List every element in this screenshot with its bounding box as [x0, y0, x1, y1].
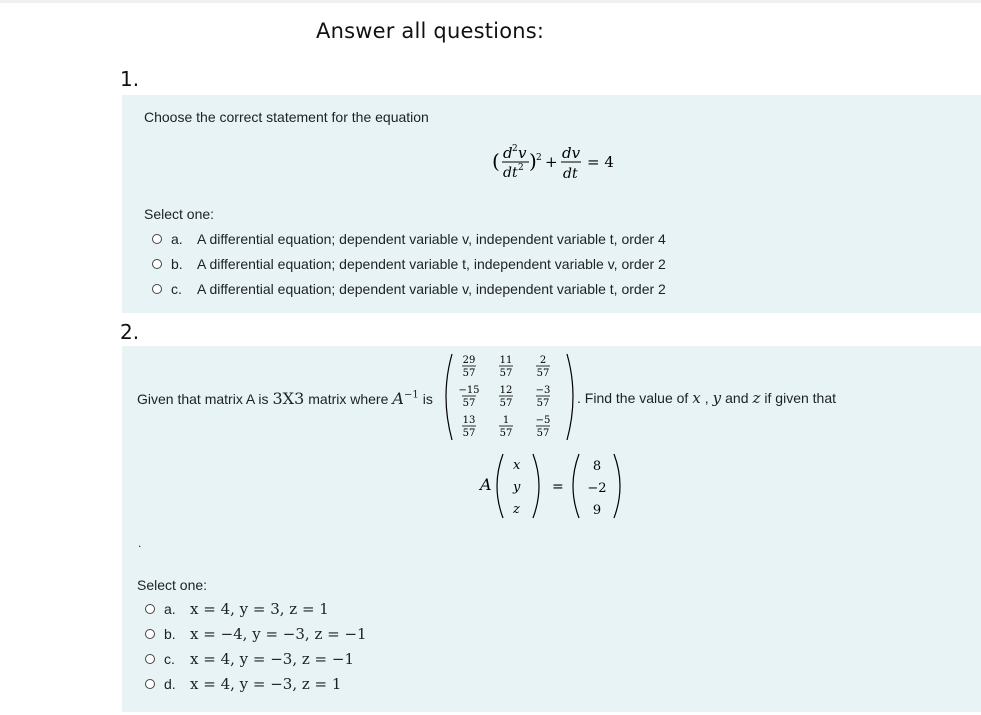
question-1-option-c[interactable]: c. A differential equation; dependent variable v, independent variable t, order 2: [152, 279, 666, 299]
svg-text:+: +: [545, 153, 558, 171]
matrix-numerator: 1: [502, 415, 510, 426]
question-1-box: [122, 95, 981, 313]
svg-text:z: z: [513, 502, 520, 517]
question-2-number: 2.: [120, 320, 140, 344]
matrix-equation: [477, 450, 637, 522]
svg-text:y: y: [513, 480, 521, 495]
matrix-numerator: 13: [462, 415, 476, 426]
matrix-numerator: −3: [535, 385, 551, 396]
matrix-numerator: −5: [535, 415, 551, 426]
svg-text:dv: dv: [562, 144, 581, 162]
separator-dot: .: [138, 536, 142, 550]
matrix-denominator: 57: [536, 428, 550, 439]
question-1-prompt: Choose the correct statement for the equation: [144, 109, 429, 125]
question-1-option-b[interactable]: b. A differential equation; dependent variable t, independent variable v, order 2: [152, 254, 666, 274]
radio-button[interactable]: [152, 259, 162, 269]
question-1-option-a[interactable]: a. A differential equation; dependent variable v, independent variable t, order 4: [152, 229, 666, 249]
question-1-select-label: Select one:: [144, 206, 215, 222]
question-2-prompt-end: . Find the value of x , y and z if given that: [577, 389, 837, 407]
svg-text:= 4: = 4: [587, 153, 614, 171]
radio-button[interactable]: [145, 629, 155, 639]
svg-text:2: 2: [518, 163, 524, 173]
top-divider: [0, 0, 981, 3]
matrix-numerator: 12: [499, 385, 513, 396]
rhs-vector-entry: 9: [592, 503, 602, 518]
svg-text:=: =: [552, 479, 564, 495]
matrix-numerator: 2: [539, 355, 547, 366]
matrix-denominator: 57: [499, 368, 513, 379]
matrix-denominator: 57: [536, 368, 550, 379]
question-2-option-d[interactable]: d. x = 4, y = −3, z = 1: [145, 674, 341, 694]
radio-button[interactable]: [145, 679, 155, 689]
page-title: Answer all questions:: [316, 19, 545, 43]
question-1-equation: [490, 137, 630, 187]
question-2-select-label: Select one:: [137, 577, 208, 593]
svg-text:A: A: [480, 475, 492, 494]
matrix-denominator: 57: [536, 398, 550, 409]
svg-text:d: d: [503, 144, 513, 162]
matrix-denominator: 57: [462, 398, 476, 409]
question-2-prompt: Given that matrix A is 3X3 matrix where $A^{-1}$ is: [137, 389, 433, 408]
svg-text:v: v: [518, 144, 527, 162]
matrix-numerator: 11: [499, 355, 513, 366]
rhs-vector-entry: −2: [587, 481, 607, 496]
matrix-denominator: 57: [462, 428, 476, 439]
rhs-vector-entry: 8: [592, 459, 602, 474]
svg-text:(: (: [492, 149, 500, 173]
radio-button[interactable]: [152, 234, 162, 244]
svg-text:2: 2: [536, 153, 542, 163]
matrix-numerator: 29: [462, 355, 476, 366]
svg-text:): ): [529, 149, 537, 173]
question-2-box: [122, 346, 981, 712]
matrix-denominator: 57: [499, 428, 513, 439]
svg-text:dt: dt: [503, 165, 518, 181]
svg-text:dt: dt: [563, 166, 578, 182]
radio-button[interactable]: [145, 604, 155, 614]
radio-button[interactable]: [152, 284, 162, 294]
question-2-option-b[interactable]: b. x = −4, y = −3, z = −1: [145, 624, 367, 644]
radio-button[interactable]: [145, 654, 155, 664]
matrix-numerator: −15: [458, 385, 480, 396]
question-2-option-a[interactable]: a. x = 4, y = 3, z = 1: [145, 599, 329, 619]
svg-text:x: x: [513, 458, 521, 473]
question-1-number: 1.: [120, 67, 140, 91]
matrix-denominator: 57: [462, 368, 476, 379]
matrix-denominator: 57: [499, 398, 513, 409]
inverse-matrix: [442, 348, 577, 444]
question-2-option-c[interactable]: c. x = 4, y = −3, z = −1: [145, 649, 354, 669]
svg-text:2: 2: [512, 144, 518, 154]
